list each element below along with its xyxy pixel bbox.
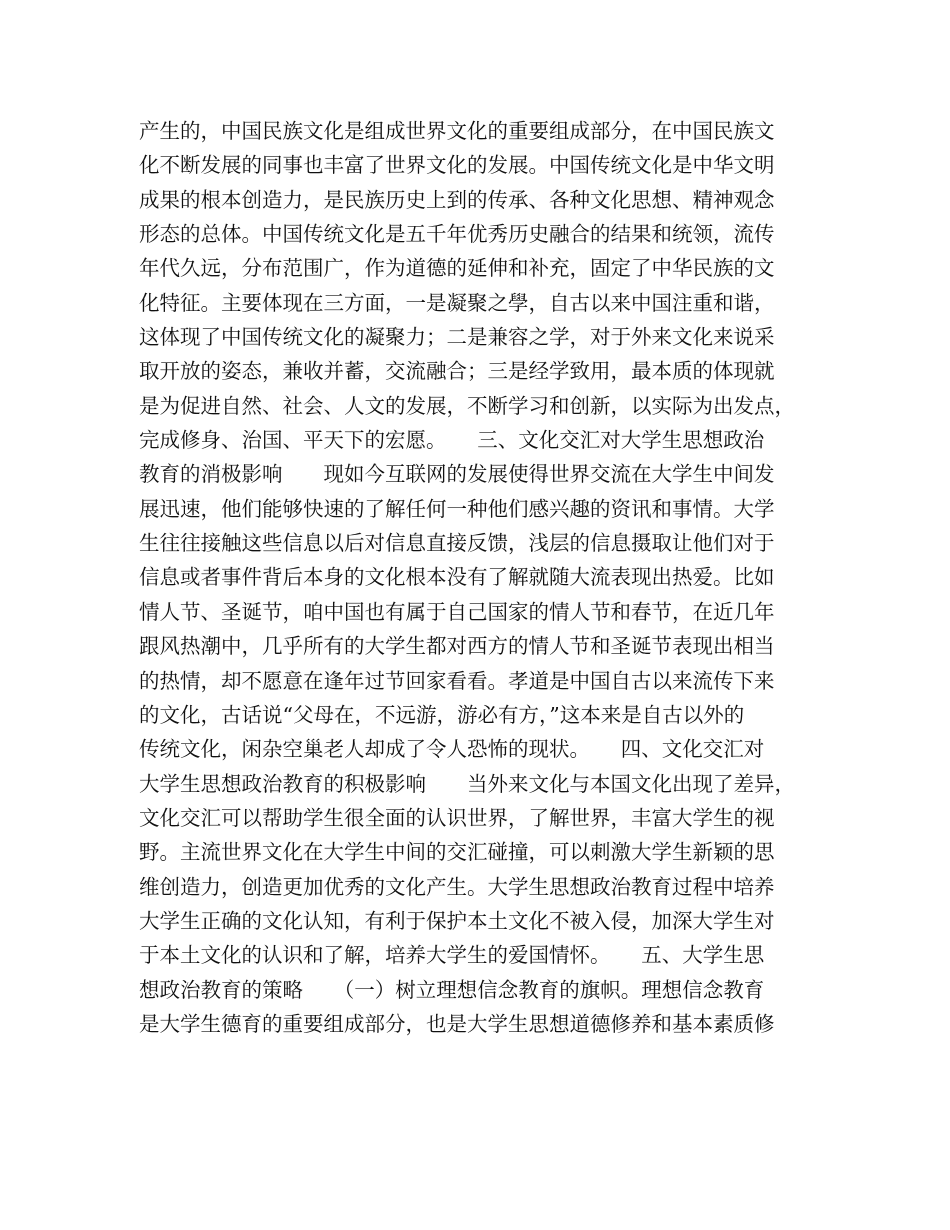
text-line: 化特征。主要体现在三方面，一是凝聚之學，自古以来中国注重和谐， bbox=[139, 290, 775, 315]
text-line: 维创造力，创造更加优秀的文化产生。大学生思想政治教育过程中培养 bbox=[139, 874, 775, 899]
text-line: 文化交汇可以帮助学生很全面的认识世界，了解世界，丰富大学生的视 bbox=[139, 805, 775, 830]
text-line: 完成修身、治国、平天下的宏愿。 三、文化交汇对大学生思想政治 bbox=[139, 428, 765, 453]
text-line: 野。主流世界文化在大学生中间的交汇碰撞，可以刺激大学生新颖的思 bbox=[139, 840, 775, 865]
text-line: 于本土文化的认识和了解，培养大学生的爱国情怀。 五、大学生思 bbox=[139, 943, 765, 968]
text-line: 是大学生德育的重要组成部分，也是大学生思想道德修养和基本素质修 bbox=[139, 1011, 775, 1036]
text-line: 想政治教育的策略 （一）树立理想信念教育的旗帜。理想信念教育 bbox=[139, 977, 765, 1002]
text-line: 跟风热潮中，几乎所有的大学生都对西方的情人节和圣诞节表现出相当 bbox=[139, 634, 775, 659]
text-line: 这体现了中国传统文化的凝聚力；二是兼容之学，对于外来文化来说采 bbox=[139, 325, 775, 350]
text-line: 年代久远，分布范围广，作为道德的延伸和补充，固定了中华民族的文 bbox=[139, 256, 775, 281]
text-line: 是为促进自然、社会、人文的发展，不断学习和创新，以实际为出发点， bbox=[139, 393, 795, 418]
text-line: 成果的根本创造力，是民族历史上到的传承、各种文化思想、精神观念 bbox=[139, 187, 775, 212]
body-text bbox=[139, 114, 829, 1041]
text-line: 展迅速，他们能够快速的了解任何一种他们感兴趣的资讯和事情。大学 bbox=[139, 496, 775, 521]
text-line: 大学生正确的文化认知，有利于保护本土文化不被入侵，加深大学生对 bbox=[139, 908, 775, 933]
text-line: 传统文化，闲杂空巢老人却成了令人恐怖的现状。 四、文化交汇对 bbox=[139, 737, 765, 762]
text-line: 情人节、圣诞节，咱中国也有属于自己国家的情人节和春节，在近几年 bbox=[139, 599, 775, 624]
text-line: 信息或者事件背后本身的文化根本没有了解就随大流表现出热爱。比如 bbox=[139, 565, 775, 590]
text-line: 生往往接触这些信息以后对信息直接反馈，浅层的信息摄取让他们对于 bbox=[139, 531, 775, 556]
text-line: 的热情，却不愿意在逢年过节回家看看。孝道是中国自古以来流传下来 bbox=[139, 668, 775, 693]
text-line: 的文化，古话说“父母在，不远游，游必有方，”这本来是自古以外的 bbox=[139, 702, 745, 727]
text-line: 大学生思想政治教育的积极影响 当外来文化与本国文化出现了差异， bbox=[139, 771, 795, 796]
text-line: 教育的消极影响 现如今互联网的发展使得世界交流在大学生中间发 bbox=[139, 462, 775, 487]
text-line: 产生的，中国民族文化是组成世界文化的重要组成部分，在中国民族文 bbox=[139, 119, 775, 143]
text-line: 形态的总体。中国传统文化是五千年优秀历史融合的结果和统领，流传 bbox=[139, 222, 775, 247]
text-line: 化不断发展的同事也丰富了世界文化的发展。中国传统文化是中华文明 bbox=[139, 153, 775, 178]
text-line: 取开放的姿态，兼收并蓄，交流融合；三是经学致用，最本质的体现就 bbox=[139, 359, 775, 384]
